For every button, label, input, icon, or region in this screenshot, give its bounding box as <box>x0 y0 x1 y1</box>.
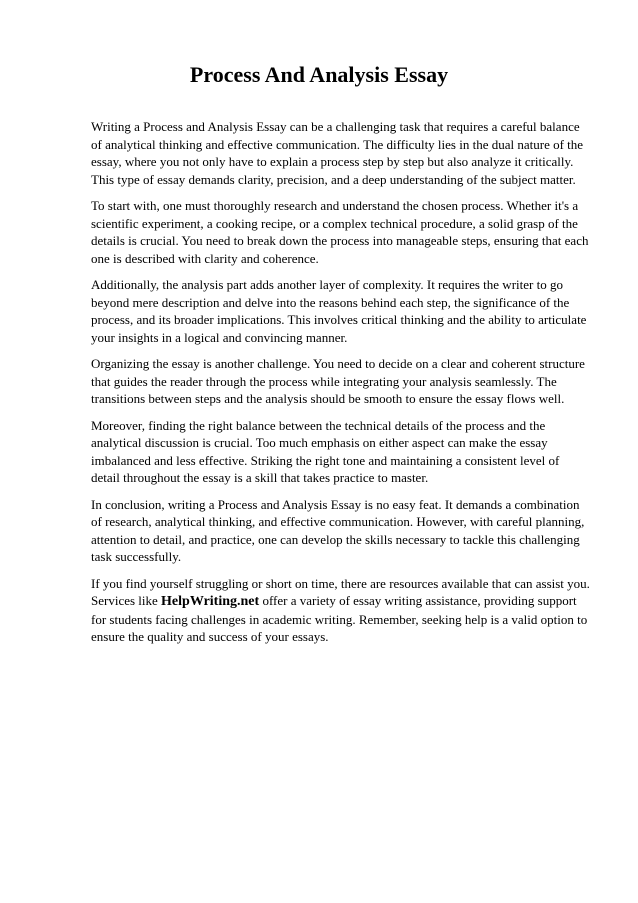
closing-paragraph <box>91 575 591 646</box>
paragraph: Writing a Process and Analysis Essay can be a challenging task that requires a careful balance of analytical thinking and effective communication. The difficulty lies in the dual nature of the essay, where you not only have to explain a process step by step but also analyze it critically. This type of essay demands clarity, precision, and a deep understanding of the subject matter. <box>91 119 584 187</box>
paragraph: In conclusion, writing a Process and Analysis Essay is no easy feat. It demands a combination of research, analytical thinking, and effective communication. However, with careful planning, attention to detail, and practice, one can develop the skills necessary to tackle this challenging task successfully. <box>91 496 585 564</box>
closing-text-before: If you find yourself struggling or short on time, there are resources available that can assist you. Services like <box>91 575 590 608</box>
paragraph: Organizing the essay is another challenge. You need to decide on a clear and coherent structure that guides the reader through the process while integrating your analysis seamlessly. The transitions between steps and the analysis should be smooth to ensure the essay flows well. <box>91 356 585 406</box>
page-title: Process And Analysis Essay <box>189 62 449 87</box>
essay-body <box>91 118 591 655</box>
brand-name: HelpWriting.net <box>161 594 260 609</box>
closing-text-after: offer a variety of essay writing assistance, providing support for students facing challenges in academic writing. Remember, seeking help is a valid option to ensure the quality and success of your essays. <box>91 593 588 644</box>
paragraph: To start with, one must thoroughly research and understand the chosen process. Whether it's a scientific experiment, a cooking recipe, or a complex technical procedure, a solid grasp of the details is crucial. You need to break down the process into manageable steps, ensuring that each one is described with clarity and coherence. <box>91 198 589 266</box>
paragraph: Moreover, finding the right balance between the technical details of the process and the analytical discussion is crucial. Too much emphasis on either aspect can make the essay imbalanced and less effective. Striking the right tone and maintaining a consistent level of detail throughout the essay is a skill that takes practice to master. <box>91 417 560 485</box>
paragraph: Additionally, the analysis part adds another layer of complexity. It requires the writer to go beyond mere description and delve into the reasons behind each step, the significance of the process, and its broader implications. This involves critical thinking and the ability to articulate your insights in a logical and convincing manner. <box>91 277 587 345</box>
